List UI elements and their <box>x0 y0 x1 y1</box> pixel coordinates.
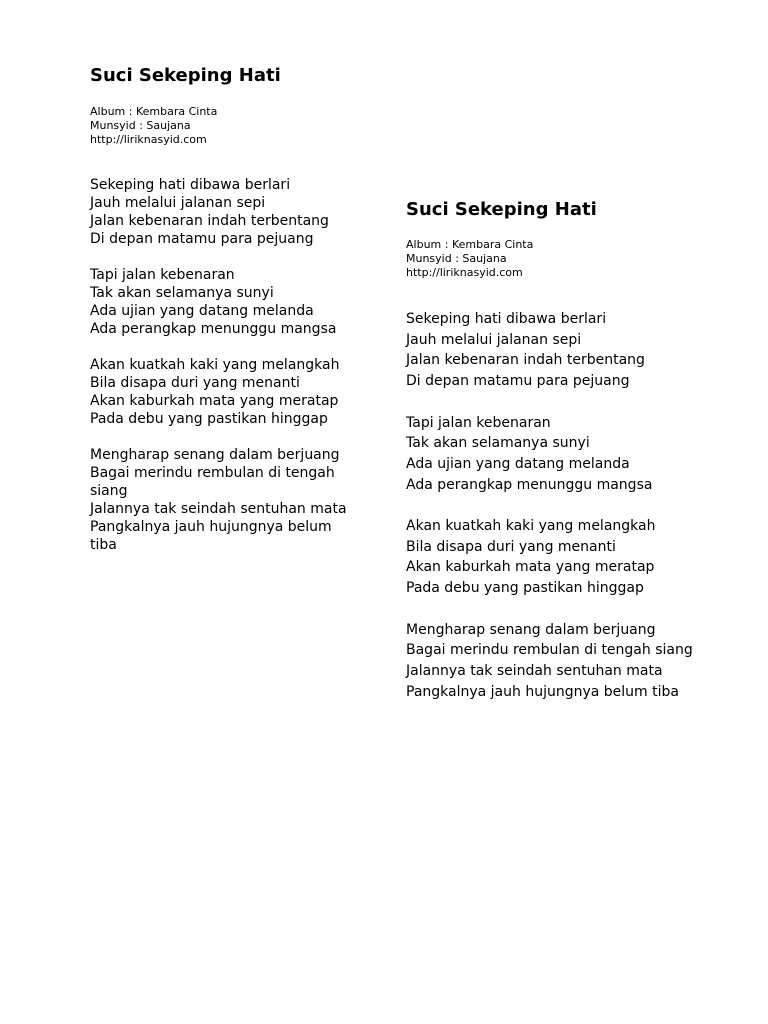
lyric-line: Di depan matamu para pejuang <box>90 231 314 247</box>
lyrics-body <box>406 309 696 723</box>
munsyid-line: Munsyid : Saujana <box>90 119 191 132</box>
lyrics-body <box>90 176 360 572</box>
song-meta <box>406 238 533 280</box>
stanza <box>406 413 696 496</box>
lyric-line: Tak akan selamanya sunyi <box>90 285 274 301</box>
munsyid-line: Munsyid : Saujana <box>406 252 507 265</box>
lyric-line: Di depan matamu para pejuang <box>406 373 630 390</box>
lyric-line: Jalan kebenaran indah terbentang <box>90 213 329 229</box>
lyric-line: Bagai merindu rembulan di tengah siang <box>406 642 693 659</box>
lyric-line: Tak akan selamanya sunyi <box>406 435 590 452</box>
album-line: Album : Kembara Cinta <box>90 105 218 118</box>
lyric-line: Akan kuatkah kaki yang melangkah <box>406 518 656 534</box>
song-title: Suci Sekeping Hati <box>406 199 597 220</box>
stanza <box>406 516 696 599</box>
lyric-line: Sekeping hati dibawa berlari <box>406 311 607 327</box>
website-line: http://liriknasyid.com <box>406 266 523 279</box>
lyric-line: Ada ujian yang datang melanda <box>406 455 630 472</box>
lyric-line: Akan kaburkah mata yang meratap <box>406 559 655 576</box>
stanza <box>406 620 696 703</box>
lyric-line: Pangkalnya jauh hujungnya belum tiba <box>406 683 679 700</box>
stanza <box>90 266 360 338</box>
lyric-line: Jalannya tak seindah sentuhan mata <box>406 662 663 679</box>
stanza <box>90 356 360 428</box>
lyric-line: Jauh melalui jalanan sepi <box>406 331 582 348</box>
lyric-line: Jalan kebenaran indah terbentang <box>406 352 645 369</box>
lyric-line: Jauh melalui jalanan sepi <box>90 195 266 211</box>
song-meta <box>90 105 217 147</box>
website-line: http://liriknasyid.com <box>90 133 207 146</box>
stanza <box>90 446 360 554</box>
lyric-line: Mengharap senang dalam berjuang <box>90 447 340 463</box>
lyric-line: Ada perangkap menunggu mangsa <box>90 321 337 337</box>
album-line: Album : Kembara Cinta <box>406 238 534 251</box>
lyric-line: Tapi jalan kebenaran <box>406 414 551 431</box>
lyric-line: Bagai merindu rembulan di tengah siang <box>90 465 335 499</box>
lyric-line: Pangkalnya jauh hujungnya belum tiba <box>90 519 332 553</box>
lyric-line: Ada ujian yang datang melanda <box>90 303 314 319</box>
lyric-line: Ada perangkap menunggu mangsa <box>406 476 653 493</box>
stanza <box>90 176 360 248</box>
lyric-line: Akan kaburkah mata yang meratap <box>90 393 339 409</box>
lyric-line: Tapi jalan kebenaran <box>90 267 235 283</box>
lyric-line: Mengharap senang dalam berjuang <box>406 621 656 638</box>
lyric-line: Akan kuatkah kaki yang melangkah <box>90 357 340 373</box>
lyric-line: Sekeping hati dibawa berlari <box>90 177 291 193</box>
song-title: Suci Sekeping Hati <box>90 65 281 86</box>
stanza <box>406 309 696 392</box>
lyric-line: Pada debu yang pastikan hinggap <box>406 580 644 597</box>
lyric-line: Bila disapa duri yang menanti <box>406 538 616 555</box>
lyric-line: Jalannya tak seindah sentuhan mata <box>90 501 347 517</box>
lyric-line: Pada debu yang pastikan hinggap <box>90 411 328 427</box>
lyric-line: Bila disapa duri yang menanti <box>90 375 300 391</box>
